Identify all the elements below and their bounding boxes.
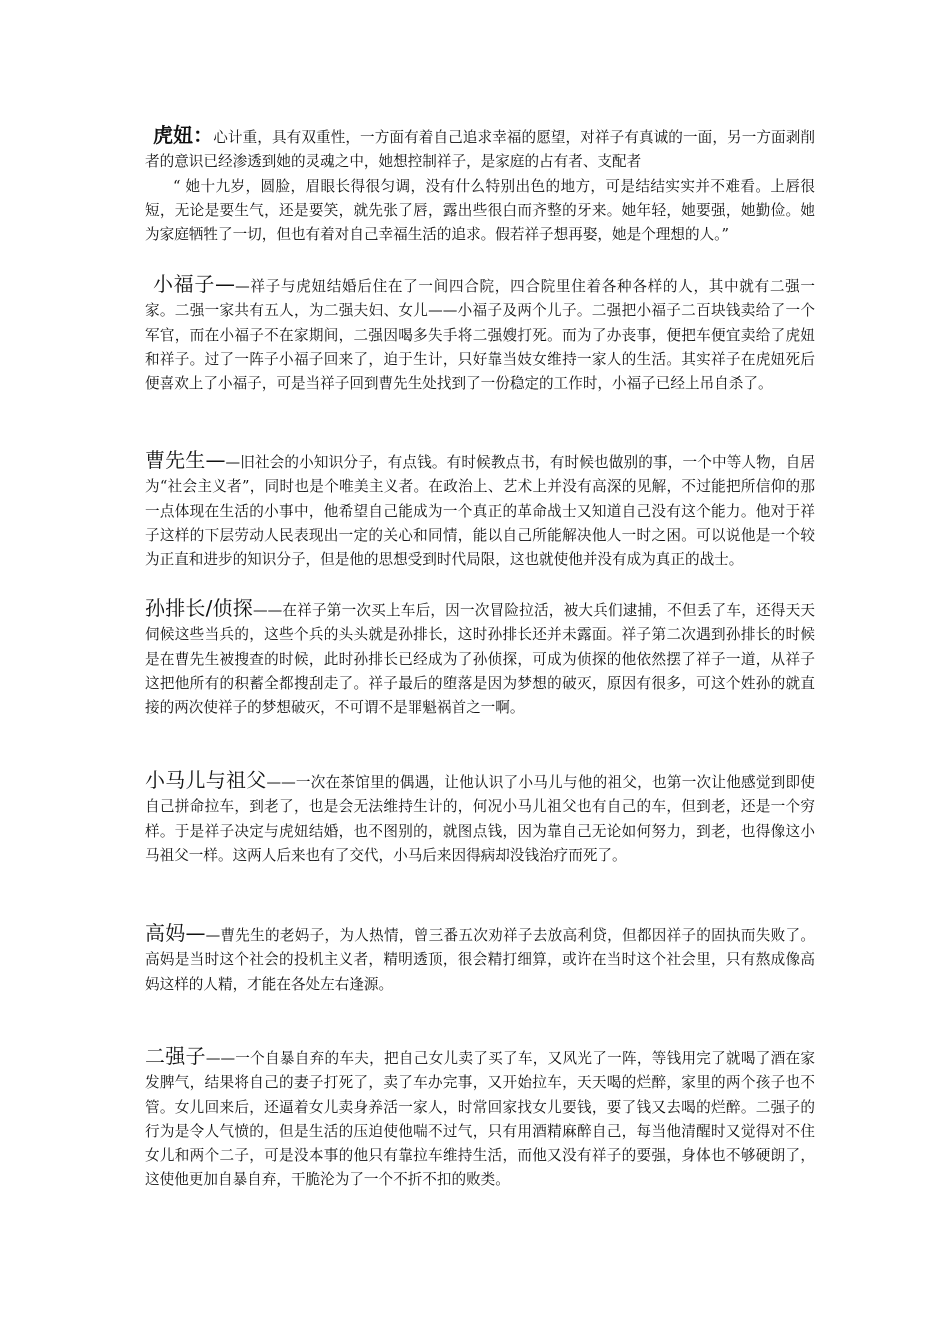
section-erqiangzi	[145, 1044, 815, 1193]
section-xiaomaer	[145, 768, 815, 868]
section-sunpaizhang	[145, 596, 815, 720]
section-gaoma	[145, 921, 815, 997]
section-paragraph	[145, 448, 815, 572]
character-description: ——一次在茶馆里的偶遇，让他认识了小马儿与他的祖父，也第一次让他感觉到即使自己拼命拉车，到老了，也是会无法维持生计的，何况小马儿祖父也有自己的车，但到老，还是一个穷样。于是祥子决定与虎妞结婚，也不图别的，就图点钱，因为靠自己无论如何努力，到老，也得像这小马祖父一样。这两人后来也有了交代，小马后来因得病却没钱治疗而死了。	[145, 774, 815, 864]
character-description: ——在祥子第一次买上车后，因一次冒险拉活，被大兵们逮捕，不但丢了车，还得天天伺候这些当兵的，这些个兵的头头就是孙排长，这时孙排长还并未露面。祥子第二次遇到孙排长的时候是在曹先生被搜查的时候，此时孙排长已经成为了孙侦探，可成为侦探的他依然摆了祥子一道，从祥子这把他所有的积蓄全都搜刮走了。祥子最后的堕落是因为梦想的破灭，原因有很多，可这个姓孙的就直接的两次使祥子的梦想破灭，不可谓不是罪魁祸首之一啊。	[145, 602, 815, 717]
section-paragraph	[145, 921, 815, 997]
section-huniu	[145, 123, 815, 247]
character-name: 孙排长/侦探	[145, 596, 253, 620]
section-paragraph	[145, 1044, 815, 1193]
character-description: —旧社会的小知识分子，有点钱。有时候教点书，有时候也做别的事，一个中等人物，自居为“社会主义者”，同时也是个唯美主义者。在政治上、艺术上并没有高深的见解，不过能把所信仰的那一点体现在生活的小事中，他希望自己能成为一个真正的革命战士又知道自己没有这个能力。他对于祥子这样的下层劳动人民表现出一定的关心和同情，能以自己所能解决他人一时之困。可以说他是一个较为正直和进步的知识分子，但是他的思想受到时代局限，这也就使他并没有成为真正的战士。	[145, 454, 815, 569]
section-paragraph	[145, 123, 815, 175]
character-name: 高妈—	[145, 921, 206, 945]
quote-paragraph: “ 她十九岁，圆脸，眉眼长得很匀调，没有什么特别出色的地方，可是结结实实并不难看。上唇很短，无论是要生气，还是要笑，就先张了唇，露出些很白而齐整的牙来。她年轻，她要强，她勤俭。她为家庭牺牲了一切，但也有着对自己幸福生活的追求。假若祥子想再娶，她是个理想的人。”	[145, 177, 815, 244]
character-description: ——一个自暴自弃的车夫，把自己女儿卖了买了车，又风光了一阵，等钱用完了就喝了酒在家发脾气，结果将自己的妻子打死了，卖了车办完事，又开始拉车，天天喝的烂醉，家里的两个孩子也不管。女儿回来后，还逼着女儿卖身养活一家人，时常回家找女儿要钱，要了钱又去喝的烂醉。二强子的行为是令人气愤的，但是生活的压迫使他喘不过气，只有用酒精麻醉自己，每当他清醒时又觉得对不住女儿和两个二子，可是没本事的他只有靠拉车维持生活，而他又没有祥子的要强，身体也不够硬朗了，这使他更加自暴自弃，干脆沦为了一个不折不扣的败类。	[145, 1050, 816, 1189]
section-paragraph	[145, 768, 815, 868]
character-name: 二强子	[145, 1044, 206, 1068]
character-description: —祥子与虎妞结婚后住在了一间四合院，四合院里住着各种各样的人，其中就有二强一家。二强一家共有五人，为二强夫妇、女儿——小福子及两个儿子。二强把小福子二百块钱卖给了一个军官，而在小福子不在家期间，二强因喝多失手将二强嫂打死。而为了办丧事，便把车便宜卖给了虎妞和祥子。过了一阵子小福子回来了，迫于生计，只好靠当妓女维持一家人的生活。其实祥子在虎妞死后便喜欢上了小福子，可是当祥子回到曹先生处找到了一份稳定的工作时，小福子已经上吊自杀了。	[145, 278, 815, 393]
section-caoxiansheng	[145, 448, 815, 572]
character-name: 虎妞：	[153, 123, 214, 147]
character-description: —曹先生的老妈子，为人热情，曾三番五次劝祥子去放高利贷，但都因祥子的固执而失败了。高妈是当时这个社会的投机主义者，精明透顶，很会精打细算，或许在当时这个社会里，只有熬成像高妈这样的人精，才能在各处左右逢源。	[145, 927, 815, 993]
character-name: 小福子—	[153, 272, 236, 296]
section-xiaofuzi	[145, 272, 815, 396]
section-paragraph	[145, 272, 815, 396]
character-description: 心计重，具有双重性，一方面有着自己追求幸福的愿望，对祥子有真诚的一面，另一方面剥削者的意识已经渗透到她的灵魂之中，她想控制祥子，是家庭的占有者、支配者	[145, 129, 815, 171]
character-name: 曹先生—	[145, 448, 226, 472]
character-name: 小马儿与祖父	[145, 768, 267, 792]
section-paragraph	[145, 596, 815, 720]
